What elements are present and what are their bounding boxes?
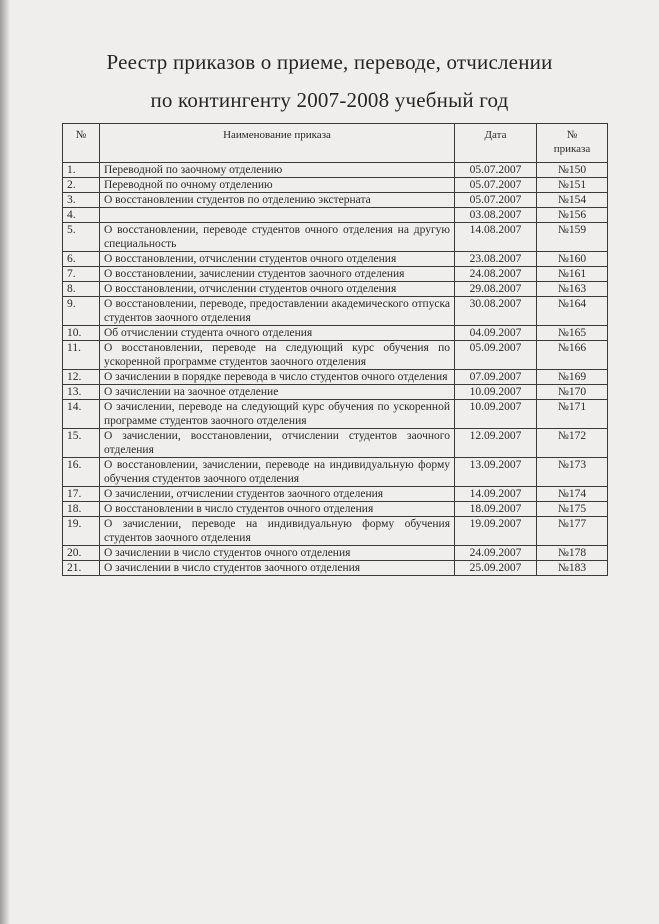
- order-date-cell: 14.08.2007: [455, 223, 537, 252]
- row-number-cell: 1.: [63, 163, 100, 178]
- table-row: [63, 502, 608, 517]
- table-row: [63, 458, 608, 487]
- order-name-cell: О восстановлении студентов по отделению экстерната: [100, 193, 455, 208]
- order-date-cell: 18.09.2007: [455, 502, 537, 517]
- row-number-cell: 9.: [63, 297, 100, 326]
- order-name-cell: О зачислении, переводе на следующий курс обучения по ускоренной программе студентов заочного отделения: [100, 400, 455, 429]
- order-number-cell: №178: [537, 546, 608, 561]
- order-name-cell: О восстановлении, отчислении студентов очного отделения: [100, 282, 455, 297]
- order-name-cell: О зачислении в число студентов заочного отделения: [100, 561, 455, 576]
- order-number-cell: №173: [537, 458, 608, 487]
- table-row: [63, 178, 608, 193]
- order-number-cell: №151: [537, 178, 608, 193]
- row-number-cell: 2.: [63, 178, 100, 193]
- row-number-cell: 12.: [63, 370, 100, 385]
- order-name-cell: О зачислении, отчислении студентов заочного отделения: [100, 487, 455, 502]
- table-row: [63, 487, 608, 502]
- order-name-cell: О восстановлении, переводе на следующий курс обучения по ускоренной программе студентов заочного отделения: [100, 341, 455, 370]
- table-row: [63, 370, 608, 385]
- table-row: [63, 208, 608, 223]
- row-number-cell: 14.: [63, 400, 100, 429]
- order-date-cell: 19.09.2007: [455, 517, 537, 546]
- order-number-cell: №169: [537, 370, 608, 385]
- order-name-cell: О восстановлении в число студентов очного отделения: [100, 502, 455, 517]
- order-date-cell: 25.09.2007: [455, 561, 537, 576]
- order-name-cell: О зачислении в число студентов очного отделения: [100, 546, 455, 561]
- row-number-cell: 18.: [63, 502, 100, 517]
- row-number-cell: 5.: [63, 223, 100, 252]
- order-date-cell: 29.08.2007: [455, 282, 537, 297]
- order-name-cell: О зачислении, переводе на индивидуальную форму обучения студентов заочного отделения: [100, 517, 455, 546]
- row-number-cell: 10.: [63, 326, 100, 341]
- document-title-line-1: Реестр приказов о приеме, переводе, отчислении: [106, 50, 553, 74]
- row-number-cell: 17.: [63, 487, 100, 502]
- order-number-cell: №150: [537, 163, 608, 178]
- order-name-cell: О зачислении, восстановлении, отчислении студентов заочного отделения: [100, 429, 455, 458]
- order-date-cell: 24.08.2007: [455, 267, 537, 282]
- order-date-cell: 04.09.2007: [455, 326, 537, 341]
- row-number-cell: 16.: [63, 458, 100, 487]
- order-name-cell: О восстановлении, переводе, предоставлении академического отпуска студентов заочного отделения: [100, 297, 455, 326]
- header-order-number: [537, 124, 608, 163]
- header-order-number-line-2: приказа: [553, 143, 591, 155]
- table-row: [63, 282, 608, 297]
- order-date-cell: 30.08.2007: [455, 297, 537, 326]
- table-row: [63, 341, 608, 370]
- table-row: [63, 163, 608, 178]
- order-date-cell: 23.08.2007: [455, 252, 537, 267]
- table-row: [63, 546, 608, 561]
- table-row: [63, 267, 608, 282]
- order-date-cell: 12.09.2007: [455, 429, 537, 458]
- order-date-cell: 07.09.2007: [455, 370, 537, 385]
- order-number-cell: №161: [537, 267, 608, 282]
- row-number-cell: 19.: [63, 517, 100, 546]
- header-date: Дата: [455, 124, 537, 163]
- order-name-cell: [100, 208, 455, 223]
- order-name-cell: Переводной по очному отделению: [100, 178, 455, 193]
- order-number-cell: №183: [537, 561, 608, 576]
- order-number-cell: №177: [537, 517, 608, 546]
- row-number-cell: 7.: [63, 267, 100, 282]
- order-number-cell: №172: [537, 429, 608, 458]
- row-number-cell: 15.: [63, 429, 100, 458]
- table-row: [63, 252, 608, 267]
- order-number-cell: №171: [537, 400, 608, 429]
- order-date-cell: 13.09.2007: [455, 458, 537, 487]
- order-name-cell: Переводной по заочному отделению: [100, 163, 455, 178]
- table-row: [63, 223, 608, 252]
- header-order-number-line-1: №: [566, 129, 578, 141]
- order-name-cell: О зачислении в порядке перевода в число студентов очного отделения: [100, 370, 455, 385]
- row-number-cell: 3.: [63, 193, 100, 208]
- order-date-cell: 14.09.2007: [455, 487, 537, 502]
- table-row: [63, 297, 608, 326]
- table-row: [63, 429, 608, 458]
- row-number-cell: 6.: [63, 252, 100, 267]
- row-number-cell: 20.: [63, 546, 100, 561]
- order-number-cell: №154: [537, 193, 608, 208]
- table-header-row: [63, 124, 608, 163]
- table-row: [63, 561, 608, 576]
- order-number-cell: №159: [537, 223, 608, 252]
- order-date-cell: 05.07.2007: [455, 193, 537, 208]
- page-edge-shadow: [0, 0, 10, 924]
- order-date-cell: 05.07.2007: [455, 178, 537, 193]
- order-name-cell: О восстановлении, переводе студентов очного отделения на другую специальность: [100, 223, 455, 252]
- table-body: [63, 163, 608, 576]
- table-row: [63, 385, 608, 400]
- row-number-cell: 8.: [63, 282, 100, 297]
- orders-registry-table: [62, 123, 608, 576]
- table-row: [63, 193, 608, 208]
- table-row: [63, 517, 608, 546]
- document-title-line-2: по контингенту 2007-2008 учебный год: [150, 88, 509, 112]
- order-name-cell: О зачислении на заочное отделение: [100, 385, 455, 400]
- order-date-cell: 05.09.2007: [455, 341, 537, 370]
- order-number-cell: №166: [537, 341, 608, 370]
- row-number-cell: 4.: [63, 208, 100, 223]
- order-number-cell: №175: [537, 502, 608, 517]
- header-order-name: Наименование приказа: [100, 124, 455, 163]
- order-number-cell: №170: [537, 385, 608, 400]
- order-number-cell: №165: [537, 326, 608, 341]
- order-date-cell: 05.07.2007: [455, 163, 537, 178]
- order-date-cell: 10.09.2007: [455, 400, 537, 429]
- row-number-cell: 13.: [63, 385, 100, 400]
- order-date-cell: 24.09.2007: [455, 546, 537, 561]
- table-row: [63, 326, 608, 341]
- order-number-cell: №160: [537, 252, 608, 267]
- order-number-cell: №174: [537, 487, 608, 502]
- order-name-cell: О восстановлении, отчислении студентов очного отделения: [100, 252, 455, 267]
- row-number-cell: 11.: [63, 341, 100, 370]
- order-name-cell: О восстановлении, зачислении, переводе на индивидуальную форму обучения студентов заочного отделения: [100, 458, 455, 487]
- order-date-cell: 03.08.2007: [455, 208, 537, 223]
- header-number: №: [63, 124, 100, 163]
- table-row: [63, 400, 608, 429]
- row-number-cell: 21.: [63, 561, 100, 576]
- order-number-cell: №163: [537, 282, 608, 297]
- order-date-cell: 10.09.2007: [455, 385, 537, 400]
- order-name-cell: О восстановлении, зачислении студентов заочного отделения: [100, 267, 455, 282]
- order-name-cell: Об отчислении студента очного отделения: [100, 326, 455, 341]
- order-number-cell: №156: [537, 208, 608, 223]
- order-number-cell: №164: [537, 297, 608, 326]
